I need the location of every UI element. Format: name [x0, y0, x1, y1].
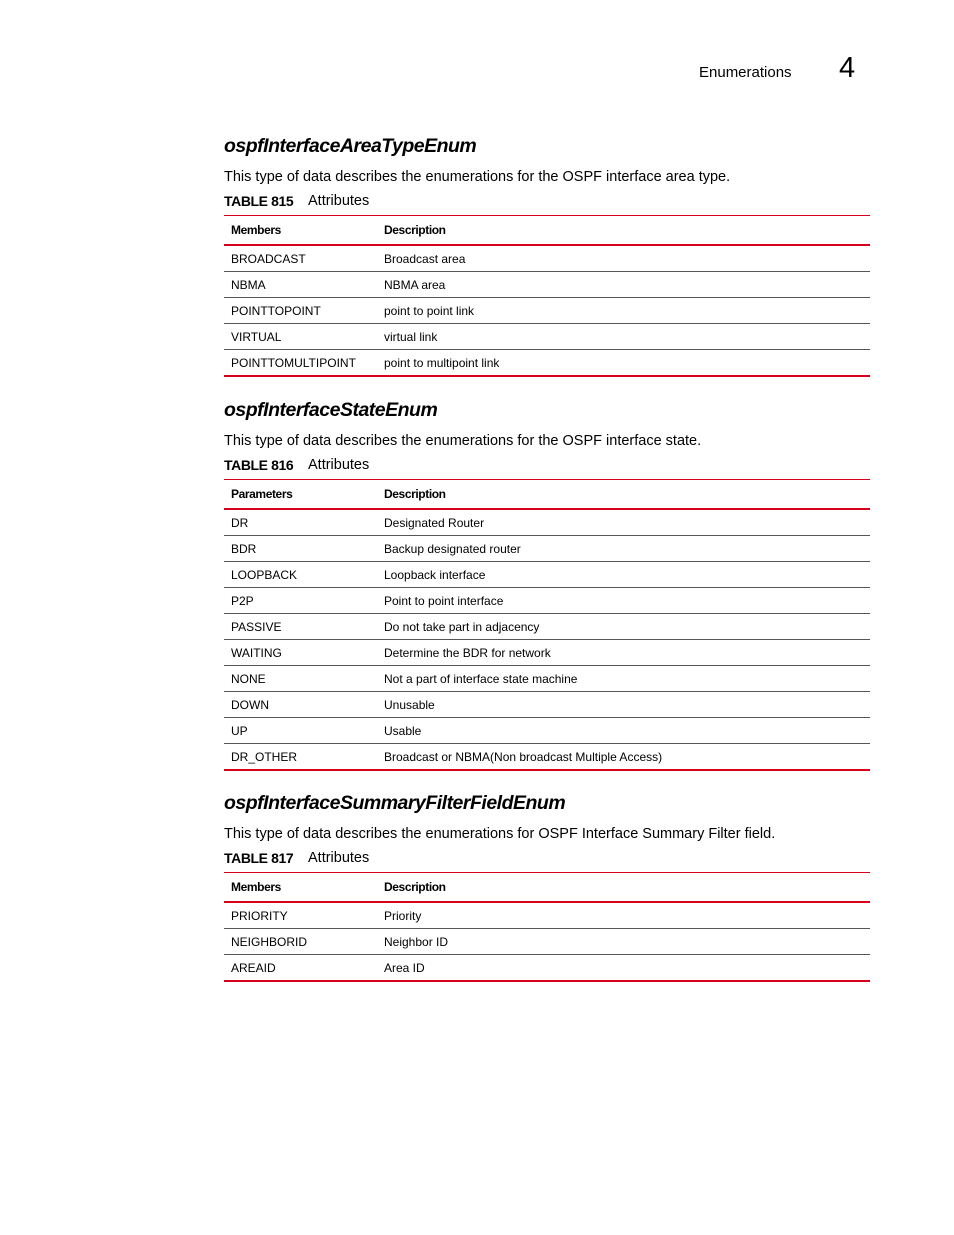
member-cell: POINTTOMULTIPOINT: [231, 355, 356, 370]
table-row: [224, 666, 870, 692]
member-cell: VIRTUAL: [231, 329, 282, 344]
section-summary-filter-field-enum: [224, 791, 870, 982]
parameter-cell: BDR: [231, 541, 257, 556]
attributes-table: [224, 479, 870, 771]
description-cell: Point to point interface: [384, 593, 504, 608]
section-intro: This type of data describes the enumerations for OSPF Interface Summary Filter field.: [224, 826, 776, 842]
table-row: [224, 562, 870, 588]
section-area-type-enum: [224, 134, 870, 377]
table-row: [224, 614, 870, 640]
description-cell: Backup designated router: [384, 541, 521, 556]
column-header: Members: [231, 880, 281, 894]
table-row: [224, 902, 870, 929]
section-state-enum: [224, 398, 870, 771]
table-row: [224, 324, 870, 350]
description-cell: point to point link: [384, 303, 475, 318]
description-cell: virtual link: [384, 329, 438, 344]
attributes-table: [224, 215, 870, 377]
description-cell: Area ID: [384, 960, 425, 975]
attributes-table: [224, 872, 870, 982]
table-row: [224, 350, 870, 377]
table-row: [224, 929, 870, 955]
parameter-cell: DR_OTHER: [231, 749, 298, 764]
parameter-cell: UP: [231, 723, 248, 738]
description-cell: Neighbor ID: [384, 934, 449, 949]
table-row: [224, 955, 870, 982]
description-cell: point to multipoint link: [384, 355, 500, 370]
table-row: [224, 718, 870, 744]
parameter-cell: PASSIVE: [231, 619, 282, 634]
table-row: [224, 692, 870, 718]
description-cell: Unusable: [384, 697, 435, 712]
section-intro: This type of data describes the enumerations for the OSPF interface area type.: [224, 169, 731, 185]
column-header: Parameters: [231, 487, 293, 501]
parameter-cell: DOWN: [231, 697, 269, 712]
description-cell: Priority: [384, 908, 422, 923]
table-row: [224, 245, 870, 272]
description-cell: Broadcast area: [384, 251, 466, 266]
description-cell: Usable: [384, 723, 422, 738]
description-cell: Determine the BDR for network: [384, 645, 551, 660]
table-header-row: [224, 480, 870, 510]
parameter-cell: NONE: [231, 671, 266, 686]
table-caption: [224, 849, 870, 867]
description-cell: Do not take part in adjacency: [384, 619, 540, 634]
description-cell: NBMA area: [384, 277, 446, 292]
table-row: [224, 640, 870, 666]
member-cell: BROADCAST: [231, 251, 306, 266]
table-row: [224, 744, 870, 771]
column-header: Members: [231, 223, 281, 237]
column-header: Description: [384, 223, 446, 237]
section-title: ospfInterfaceAreaTypeEnum: [224, 135, 477, 157]
parameter-cell: WAITING: [231, 645, 282, 660]
table-row: [224, 588, 870, 614]
member-cell: NEIGHBORID: [231, 934, 308, 949]
chapter-number: 4: [839, 52, 856, 84]
column-header: Description: [384, 487, 446, 501]
column-header: Description: [384, 880, 446, 894]
table-caption-label: Attributes: [308, 193, 370, 209]
table-header-row: [224, 873, 870, 903]
description-cell: Designated Router: [384, 515, 485, 530]
table-number: TABLE 817: [224, 850, 294, 866]
table-row: [224, 509, 870, 536]
parameter-cell: LOOPBACK: [231, 567, 298, 582]
description-cell: Not a part of interface state machine: [384, 671, 578, 686]
section-title: ospfInterfaceSummaryFilterFieldEnum: [224, 792, 566, 814]
member-cell: POINTTOPOINT: [231, 303, 321, 318]
table-number: TABLE 816: [224, 457, 294, 473]
section-intro: This type of data describes the enumerations for the OSPF interface state.: [224, 433, 702, 449]
table-caption: [224, 192, 870, 210]
table-row: [224, 536, 870, 562]
table-row: [224, 298, 870, 324]
description-cell: Broadcast or NBMA(Non broadcast Multiple Access): [384, 749, 663, 764]
member-cell: PRIORITY: [231, 908, 288, 923]
table-row: [224, 272, 870, 298]
table-caption-label: Attributes: [308, 457, 370, 473]
table-header-row: [224, 216, 870, 246]
member-cell: NBMA: [231, 277, 266, 292]
section-title: ospfInterfaceStateEnum: [224, 399, 438, 421]
member-cell: AREAID: [231, 960, 276, 975]
parameter-cell: P2P: [231, 593, 254, 608]
table-number: TABLE 815: [224, 193, 294, 209]
description-cell: Loopback interface: [384, 567, 486, 582]
table-caption-label: Attributes: [308, 850, 370, 866]
table-caption: [224, 456, 870, 474]
running-header-title: Enumerations: [699, 64, 792, 81]
parameter-cell: DR: [231, 515, 249, 530]
